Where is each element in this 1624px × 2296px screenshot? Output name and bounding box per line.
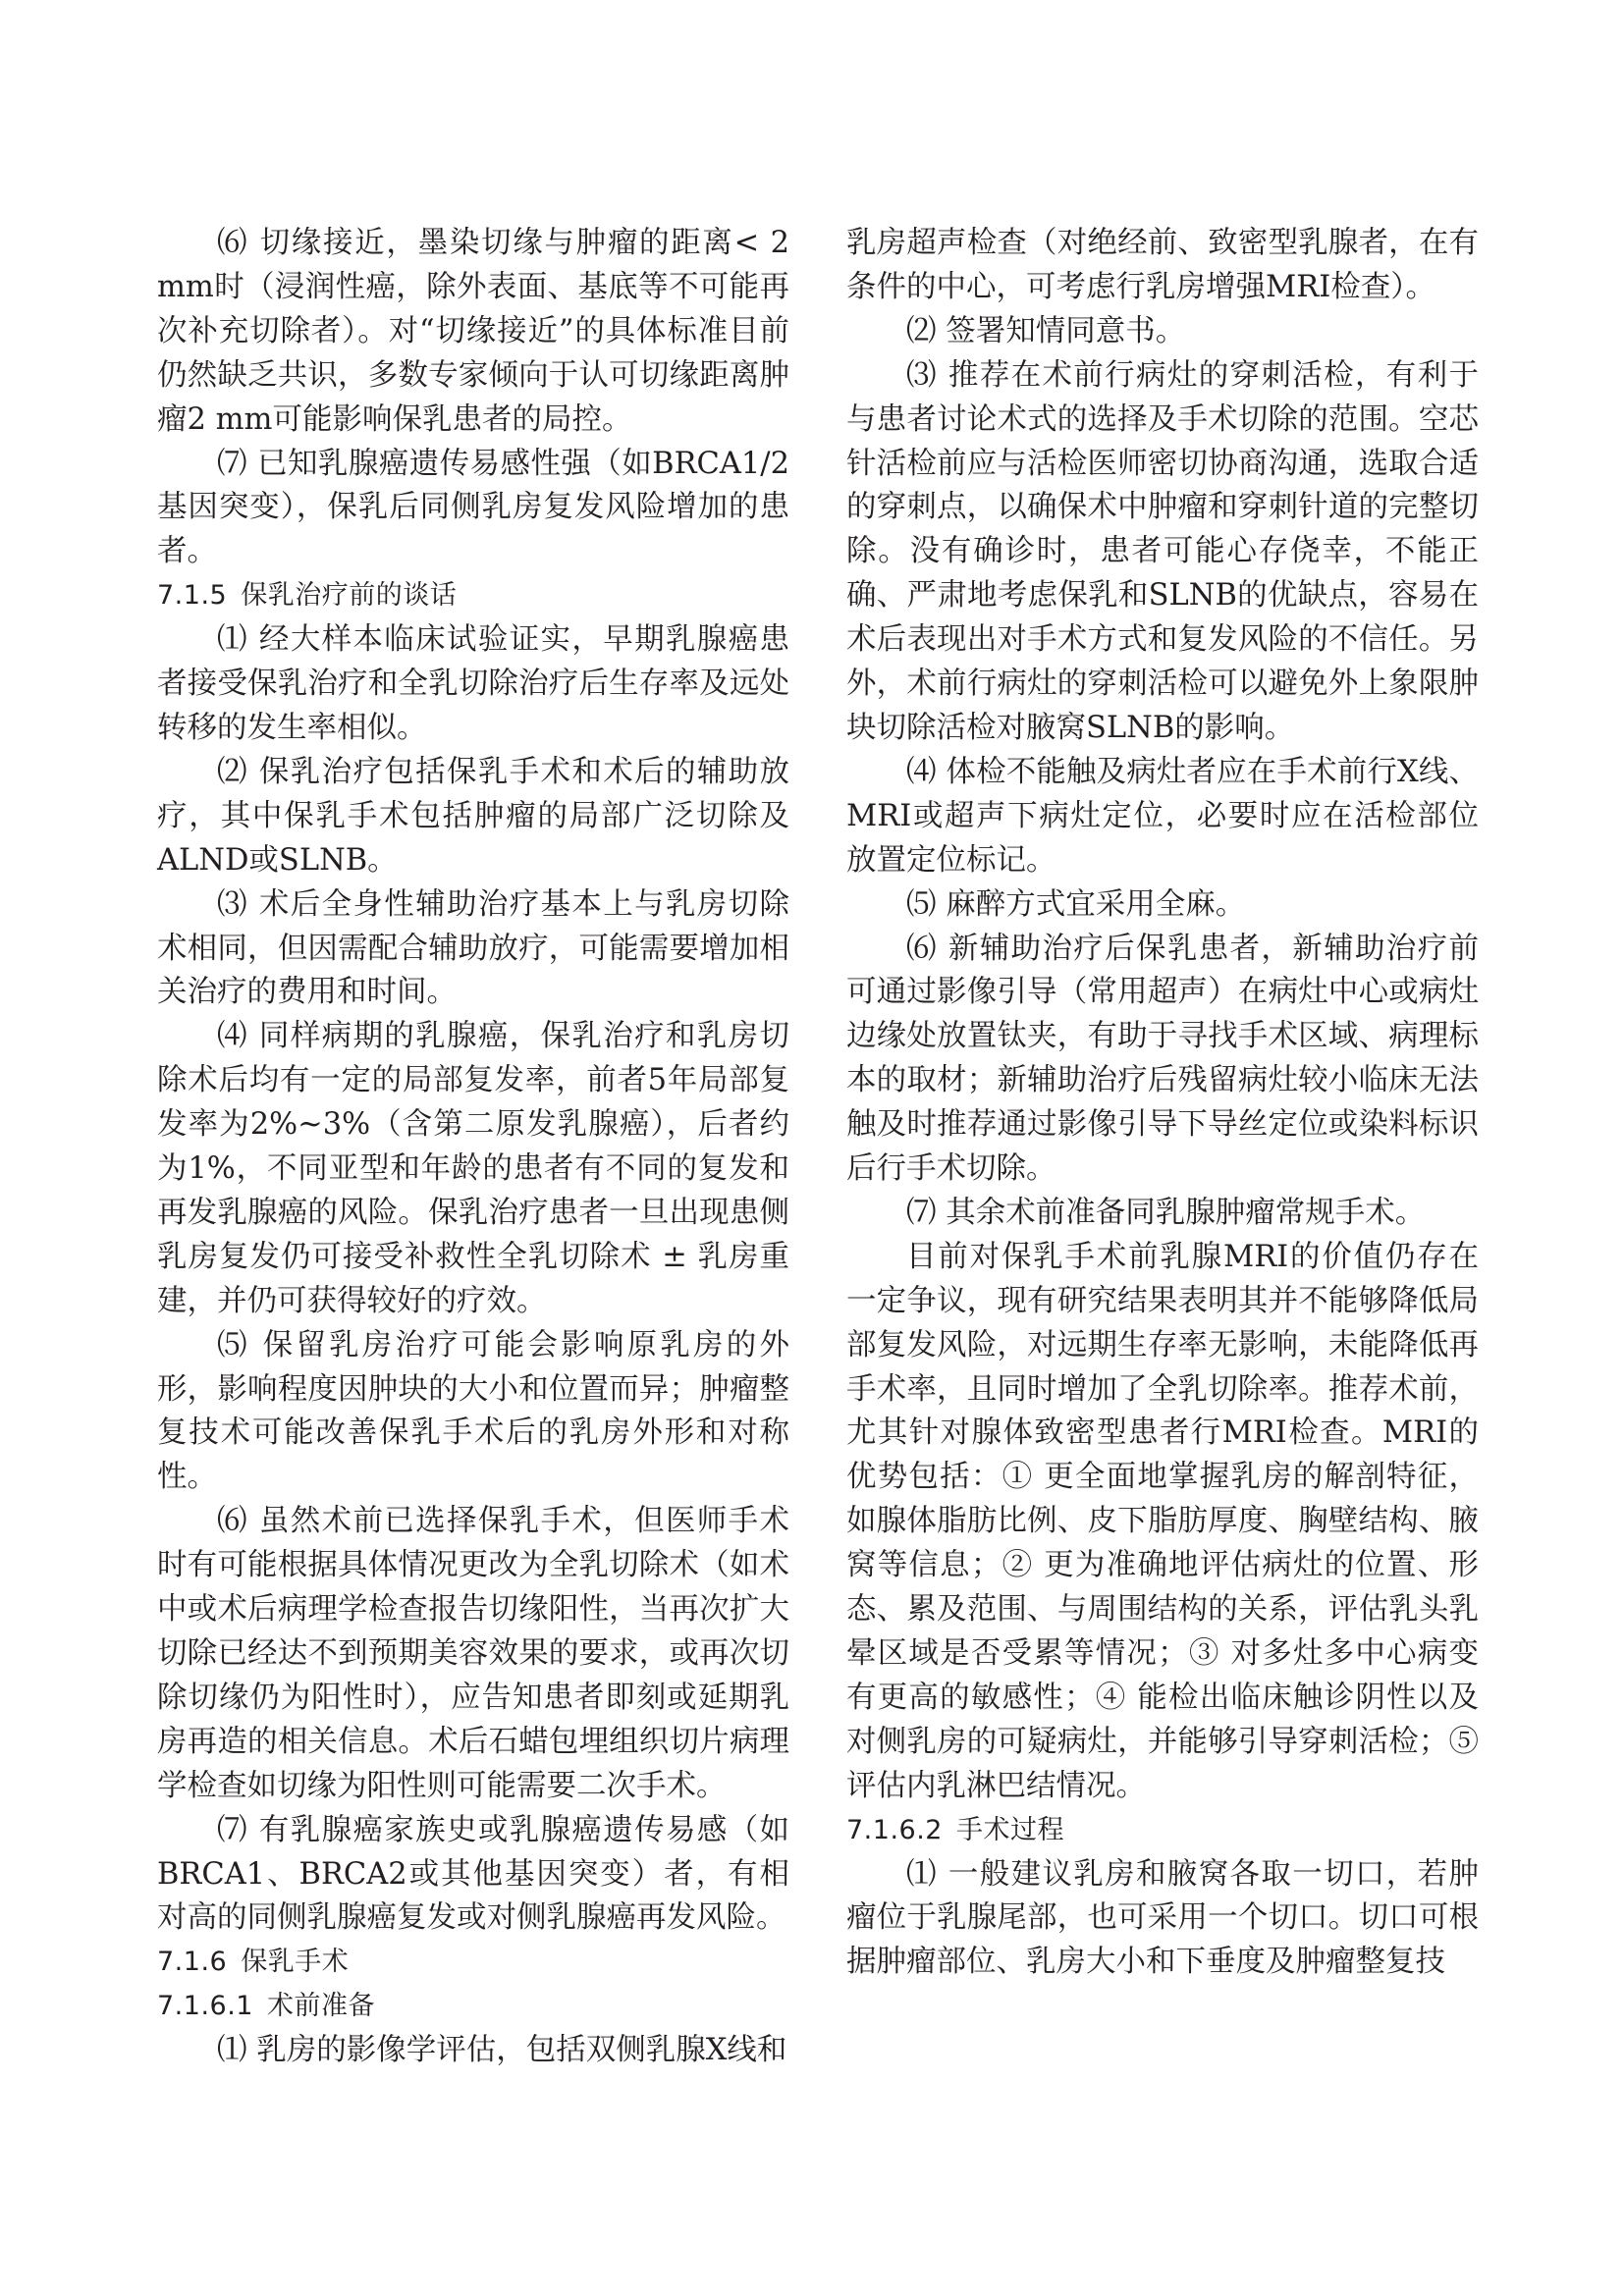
paragraph: ⑹ 虽然术前已选择保乳手术，但医师手术时有可能根据具体情况更改为全乳切除术（如术中或术后病理学检查报告切缘阳性，当再次扩大切除已经达不到预期美容效果的要求，或再次切除切缘仍为阳性时），应告知患者即刻或延期乳房再造的相关信息。术后石蜡包埋组织切片病理学检查如切缘为阳性则可能需要二次手术。 [157, 1504, 789, 1803]
paragraph: ⑴ 一般建议乳房和腋窝各取一切口，若肿瘤位于乳腺尾部，也可采用一个切口。切口可根据肿瘤部位、乳房大小和下垂度及肿瘤整复技 [846, 1856, 1479, 1980]
paragraph: 目前对保乳手术前乳腺MRI的价值仍存在一定争议，现有研究结果表明其并不能够降低局部复发风险，对远期生存率无影响，未能降低再手术率，且同时增加了全乳切除率。推荐术前，尤其针对腺体致密型患者行MRI检查。MRI的优势包括：① 更全面地掌握乳房的解剖特征，如腺体脂肪比例、皮下脂肪厚度、胸壁结构、腋窝等信息；② 更为准确地评估病灶的位置、形态、累及范围、与周围结构的关系，评估乳头乳晕区域是否受累等情况；③ 对多灶多中心病变有更高的敏感性；④ 能检出临床触诊阴性以及对侧乳房的可疑病灶，并能够引导穿刺活检；⑤ 评估内乳淋巴结情况。 [846, 1239, 1479, 1803]
paragraph: ⑸ 保留乳房治疗可能会影响原乳房的外形，影响程度因肿块的大小和位置而异；肿瘤整复技术可能改善保乳手术后的乳房外形和对称性。 [157, 1327, 789, 1495]
section-title: 保乳手术 [241, 1947, 350, 1978]
section-number: 7.1.6 [157, 1947, 228, 1978]
subsection-heading [846, 1809, 1479, 1853]
paragraph: ⑶ 术后全身性辅助治疗基本上与乳房切除术相同，但因需配合辅助放疗，可能需要增加相关治疗的费用和时间。 [157, 886, 789, 1010]
paragraph: ⑴ 乳房的影像学评估，包括双侧乳腺X线和 [217, 2033, 787, 2068]
paragraph-continued: 乳房超声检查（对绝经前、致密型乳腺者，在有条件的中心，可考虑行乳房增强MRI检查）。 [846, 226, 1479, 304]
section-title: 保乳治疗前的谈话 [241, 580, 458, 612]
paragraph: ⑶ 推荐在术前行病灶的穿刺活检，有利于与患者讨论术式的选择及手术切除的范围。空芯针活检前应与活检医师密切协商沟通，选取合适的穿刺点，以确保术中肿瘤和穿刺针道的完整切除。没有确诊时，患者可能心存侥幸，不能正确、严肃地考虑保乳和SLNB的优缺点，容易在术后表现出对手术方式和复发风险的不信任。另外，术前行病灶的穿刺活检可以避免外上象限肿块切除活检对腋窝SLNB的影响。 [846, 357, 1479, 745]
paragraph: ⑺ 其余术前准备同乳腺肿瘤常规手术。 [906, 1195, 1426, 1230]
paragraph: ⑷ 体检不能触及病灶者应在手术前行X线、MRI或超声下病灶定位，必要时应在活检部位放置定位标记。 [846, 754, 1479, 878]
subsection-heading [157, 1985, 789, 2029]
paragraph: ⑵ 保乳治疗包括保乳手术和术后的辅助放疗，其中保乳手术包括肿瘤的局部广泛切除及ALND或SLNB。 [157, 754, 789, 878]
paragraph: ⑴ 经大样本临床试验证实，早期乳腺癌患者接受保乳治疗和全乳切除治疗后生存率及远处转移的发生率相似。 [157, 622, 789, 745]
paragraph: ⑹ 切缘接近，墨染切缘与肿瘤的距离< 2 mm时（浸润性癌，除外表面、基底等不可能再次补充切除者）。对“切缘接近”的具体标准目前仍然缺乏共识，多数专家倾向于认可切缘距离肿瘤2 mm可能影响保乳患者的局控。 [157, 226, 789, 437]
subsection-title: 手术过程 [955, 1814, 1064, 1845]
paragraph: ⑷ 同样病期的乳腺癌，保乳治疗和乳房切除术后均有一定的局部复发率，前者5年局部复发率为2%~3%（含第二原发乳腺癌），后者约为1%，不同亚型和年龄的患者有不同的复发和再发乳腺癌的风险。保乳治疗患者一旦出现患侧乳房复发仍可接受补救性全乳切除术 ± 乳房重建，并仍可获得较好的疗效。 [157, 1019, 789, 1318]
paragraph: ⑵ 签署知情同意书。 [906, 313, 1186, 348]
subsection-number: 7.1.6.1 [157, 1991, 253, 2022]
section-number: 7.1.5 [157, 580, 228, 612]
paragraph: ⑺ 已知乳腺癌遗传易感性强（如BRCA1/2基因突变），保乳后同侧乳房复发风险增加的患者。 [157, 446, 789, 569]
paragraph: ⑹ 新辅助治疗后保乳患者，新辅助治疗前可通过影像引导（常用超声）在病灶中心或病灶边缘处放置钛夹，有助于寻找手术区域、病理标本的取材；新辅助治疗后残留病灶较小临床无法触及时推荐通过影像引导下导丝定位或染料标识后行手术切除。 [846, 931, 1479, 1187]
subsection-number: 7.1.6.2 [846, 1814, 943, 1845]
section-heading [157, 1941, 789, 1985]
right-column [846, 222, 1479, 1985]
paragraph: ⑺ 有乳腺癌家族史或乳腺癌遗传易感（如BRCA1、BRCA2或其他基因突变）者，有相对高的同侧乳腺癌复发或对侧乳腺癌再发风险。 [157, 1812, 789, 1936]
subsection-title: 术前准备 [266, 1991, 375, 2022]
left-column [157, 222, 789, 2073]
paragraph: ⑸ 麻醉方式宜采用全麻。 [906, 886, 1246, 922]
section-heading [157, 574, 789, 618]
